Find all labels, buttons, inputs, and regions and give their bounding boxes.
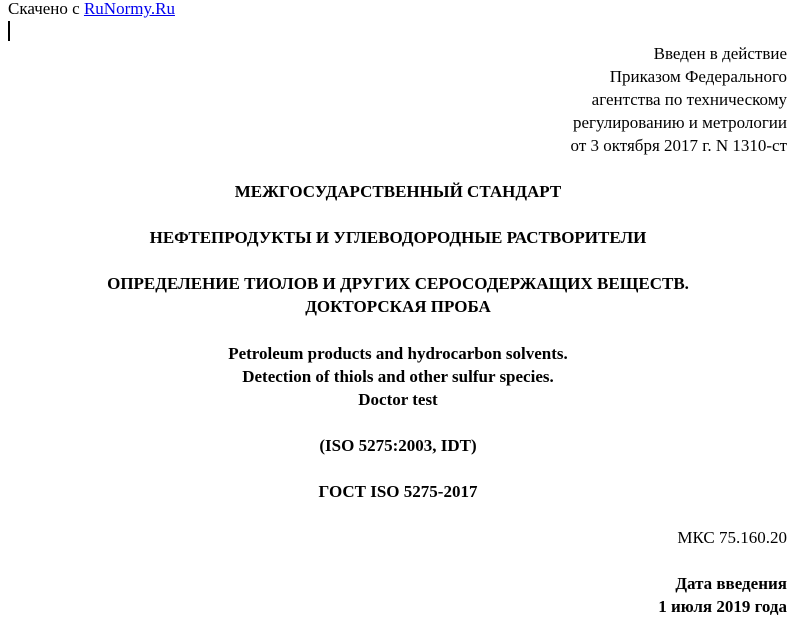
title-ru-2-line-1: ОПРЕДЕЛЕНИЕ ТИОЛОВ И ДРУГИХ СЕРОСОДЕРЖАЩИХ ВЕЩЕСТВ. xyxy=(107,274,689,293)
title-en-line-3: Doctor test xyxy=(358,390,438,409)
title-ru-2-line-2: ДОКТОРСКАЯ ПРОБА xyxy=(305,297,491,316)
standard-type: МЕЖГОСУДАРСТВЕННЫЙ СТАНДАРТ xyxy=(234,182,562,201)
mks-block xyxy=(387,526,787,549)
source-link[interactable]: RuNormy.Ru xyxy=(83,0,175,18)
enactment-note xyxy=(387,42,787,157)
title-en-line-1: Petroleum products and hydrocarbon solvents. xyxy=(228,344,568,363)
title-ru-2-heading xyxy=(0,272,790,318)
source-line xyxy=(8,0,175,20)
iso-ref-heading xyxy=(0,434,790,457)
mks-code: МКС 75.160.20 xyxy=(677,528,787,547)
enactment-line-5: от 3 октября 2017 г. N 1310-ст xyxy=(570,136,787,155)
standard-type-heading xyxy=(0,180,790,203)
title-ru-1-heading xyxy=(0,226,790,249)
iso-reference: (ISO 5275:2003, IDT) xyxy=(319,436,477,455)
enactment-line-2: Приказом Федерального xyxy=(609,67,787,86)
title-ru-1: НЕФТЕПРОДУКТЫ И УГЛЕВОДОРОДНЫЕ РАСТВОРИТЕЛИ xyxy=(149,228,647,247)
source-prefix: Скачено с xyxy=(8,0,84,18)
gost-number: ГОСТ ISO 5275-2017 xyxy=(318,482,478,501)
intro-date-block xyxy=(387,572,787,618)
intro-date-label: Дата введения xyxy=(675,574,787,593)
enactment-line-4: регулированию и метрологии xyxy=(572,113,787,132)
title-en-heading xyxy=(0,342,790,411)
enactment-line-1: Введен в действие xyxy=(653,44,787,63)
intro-date-value: 1 июля 2019 года xyxy=(658,597,787,616)
enactment-line-3: агентства по техническому xyxy=(591,90,787,109)
gost-number-heading xyxy=(0,480,790,503)
text-cursor xyxy=(8,21,10,41)
title-en-line-2: Detection of thiols and other sulfur species. xyxy=(242,367,554,386)
